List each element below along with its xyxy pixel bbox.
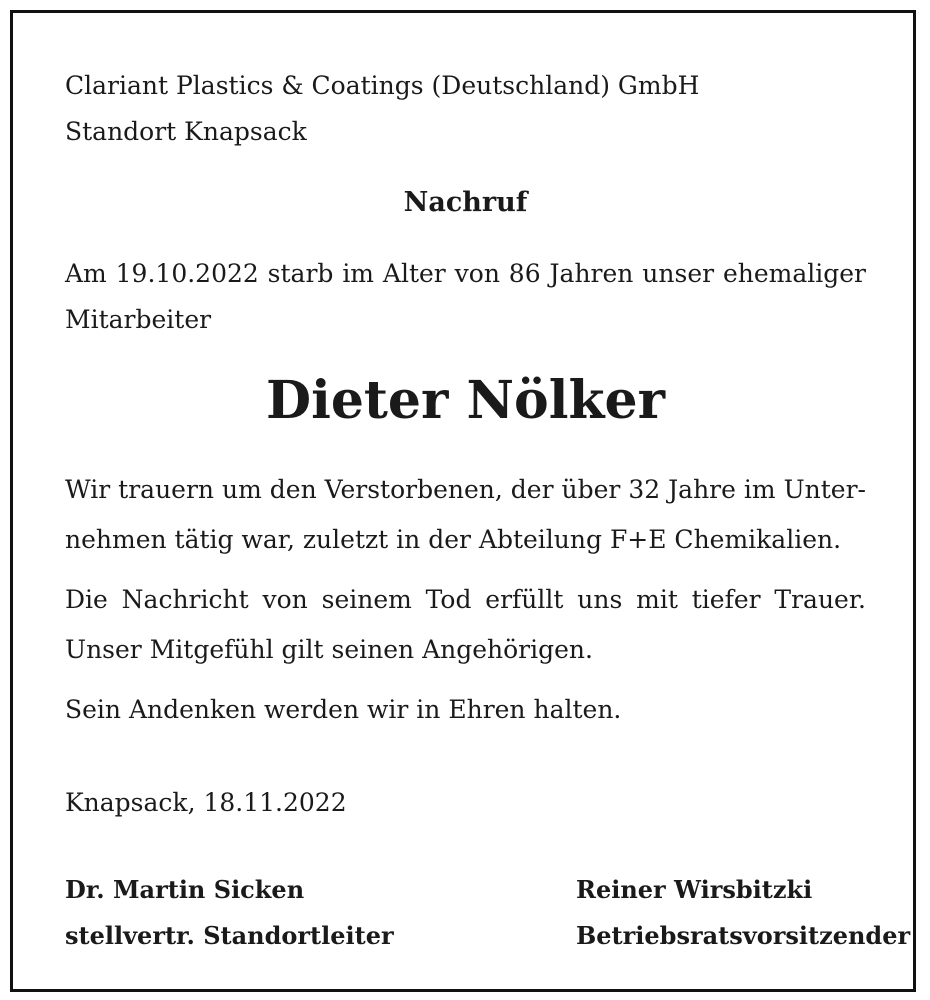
company-block — [65, 63, 866, 155]
signatory-name: Dr. Martin Sicken — [65, 875, 305, 904]
signatory-name: Reiner Wirsbitzki — [576, 875, 813, 904]
deceased-name: Dieter Nölker — [265, 370, 665, 431]
body-paragraph-1: Wir trauern um den Verstorbenen, der über 32 Jahre im Unternehmen tätig war, zuletzt in der Abteilung F+E Chemikalien. — [65, 475, 866, 554]
body-paragraph-3: Sein Andenken werden wir in Ehren halten. — [65, 695, 622, 724]
signatory-left — [65, 867, 394, 959]
obituary-heading: Nachruf — [403, 187, 528, 218]
signatory-right — [576, 867, 911, 959]
body-paragraph-2: Die Nachricht von seinem Tod erfüllt uns mit tiefer Trauer. Unser Mitgefühl gilt seinen Angehörigen. — [65, 585, 866, 664]
signatory-title: Betriebsratsvorsitzender — [576, 921, 911, 950]
company-name: Clariant Plastics & Coatings (Deutschland) GmbH — [65, 71, 700, 100]
signatures — [65, 867, 911, 959]
intro-text: Am 19.10.2022 starb im Alter von 86 Jahren unser ehemaliger Mitarbeiter — [65, 259, 866, 334]
obituary-content — [65, 63, 911, 959]
place-date: Knapsack, 18.11.2022 — [65, 788, 347, 817]
company-site: Standort Knapsack — [65, 117, 307, 146]
obituary-frame — [10, 10, 916, 992]
signatory-title: stellvertr. Standortleiter — [65, 921, 394, 950]
